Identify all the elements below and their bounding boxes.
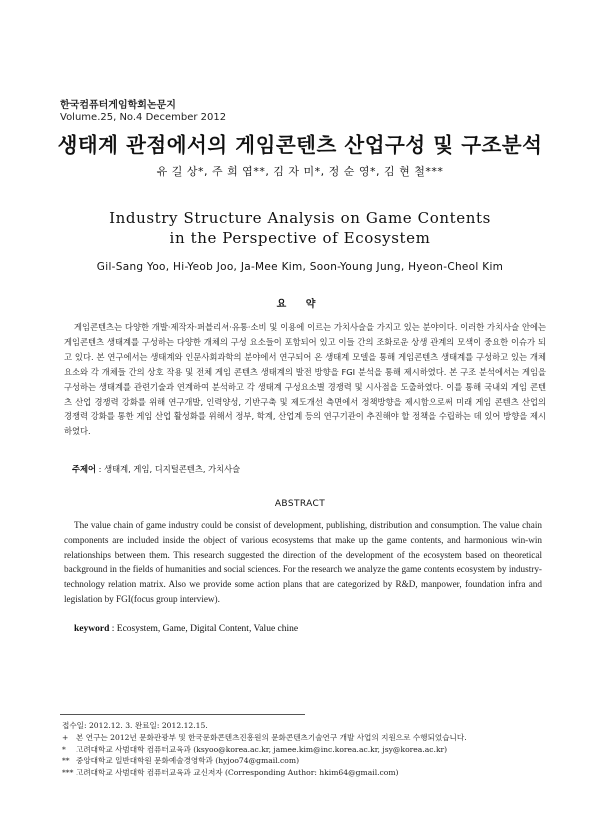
- korean-keyword-list: : 생태계, 게임, 디지털콘텐츠, 가치사슬: [96, 464, 241, 474]
- footnotes: [62, 720, 562, 779]
- journal-header: [60, 100, 226, 124]
- english-abstract: [64, 518, 542, 607]
- footnote-affiliation-1: * 고려대학교 사범대학 컴퓨터교육과 (ksyoo@korea.ac.kr, jamee.kim@inc.korea.ac.kr, jsy@korea.ac.kr): [62, 744, 448, 754]
- korean-abstract: [64, 320, 546, 439]
- english-keyword-list: : Ecosystem, Game, Digital Content, Value chine: [109, 624, 299, 634]
- korean-keywords: [72, 463, 240, 475]
- korean-abstract-heading: 요 약: [276, 299, 324, 310]
- authors-korean: 유 길 상*, 주 희 엽**, 김 자 미*, 정 순 영*, 김 현 철***: [156, 165, 444, 178]
- footnote-corresponding-author: *** 고려대학교 사범대학 컴퓨터교육과 교신저자 (Corresponding Author: hkim64@gmail.com): [62, 768, 399, 778]
- paper-title-english-line1: Industry Structure Analysis on Game Contents: [109, 209, 491, 227]
- english-abstract-body: The value chain of game industry could be consist of development, publishing, distribution and consumption. The value chain components are included inside the object of various ecosystems that make up the game contents, and harmonious win-win relationships between them. This research suggested the direction of the development of the ecosystem based on theoretical background in the fields of humanities and social sciences. For the research we analyze the game contents ecosystem by industry-technology relation matrix. Also we provide some action plans that are categorized by R&D, manpower, foundation infra and legislation by FGI(focus group interview).: [64, 520, 542, 604]
- korean-keyword-label: 주제어: [72, 464, 97, 474]
- footnote-received: 접수일: 2012.12. 3. 완료일: 2012.12.15.: [62, 721, 208, 730]
- footnote-funding: + 본 연구는 2012년 문화관광부 및 한국문화콘텐츠진흥원의 문화콘텐츠기술연구 개발 사업의 지원으로 수행되었습니다.: [62, 732, 467, 742]
- paper-title-korean: 생태계 관점에서의 게임콘텐츠 산업구성 및 구조분석: [57, 133, 543, 157]
- paper-title-english: [0, 208, 600, 248]
- journal-name: 한국컴퓨터게임학회논문지: [60, 100, 176, 111]
- english-keyword-label: keyword: [74, 624, 110, 634]
- authors-english: Gil-Sang Yoo, Hi-Yeob Joo, Ja-Mee Kim, Soon-Young Jung, Hyeon-Cheol Kim: [96, 261, 504, 273]
- footnote-divider: [60, 714, 305, 715]
- english-keywords: [74, 624, 298, 634]
- footnote-affiliation-2: ** 중앙대학교 일반대학원 문화예술경영학과 (hyjoo74@gmail.com): [62, 756, 300, 766]
- english-abstract-heading: ABSTRACT: [274, 499, 326, 509]
- paper-title-english-line2: in the Perspective of Ecosystem: [169, 229, 431, 247]
- korean-abstract-body: 게임콘텐츠는 다양한 개발·제작자·퍼블리셔·유통·소비 및 이용에 이르는 가치사슬을 가지고 있는 분야이다. 이러한 가치사슬 안에는 게임콘텐츠 생태계를 구성하는 다양한 개체의 구성 요소들이 포함되어 있고 이들 간의 조화로운 상생 관계의 모색이 중요한 이슈가 되고 있다. 본 연구에서는 생태계와 인문사회과학의 분야에서 연구되어 온 생태계 모델을 통해 게임콘텐츠 생태계를 구성하고 있는 개체 요소와 각 개체들 간의 상호 작용 및 전체 게임 콘텐츠 생태계의 발전 방향을 FGI 분석을 통해 제시하였다. 본 구조 분석에서는 게임을 구성하는 생태계를 관련기술과 연계하여 분석하고 각 생태계 구성요소별 경쟁력 및 시사점을 도출하였다. 이를 통해 국내외 게임 콘텐츠 산업 경쟁력 강화를 위해 연구개발, 인력양성, 기반구축 및 제도개선 측면에서 정책방향을 제시함으로써 미래 게임 콘텐츠 산업의 경쟁력 강화를 통한 게임 산업 활성화를 위해서 정부, 학계, 산업계 등의 연구기관이 추진해야 할 정책을 수립하는 데 있어 방향을 제시하였다.: [64, 322, 546, 437]
- journal-volume: Volume.25, No.4 December 2012: [60, 112, 227, 123]
